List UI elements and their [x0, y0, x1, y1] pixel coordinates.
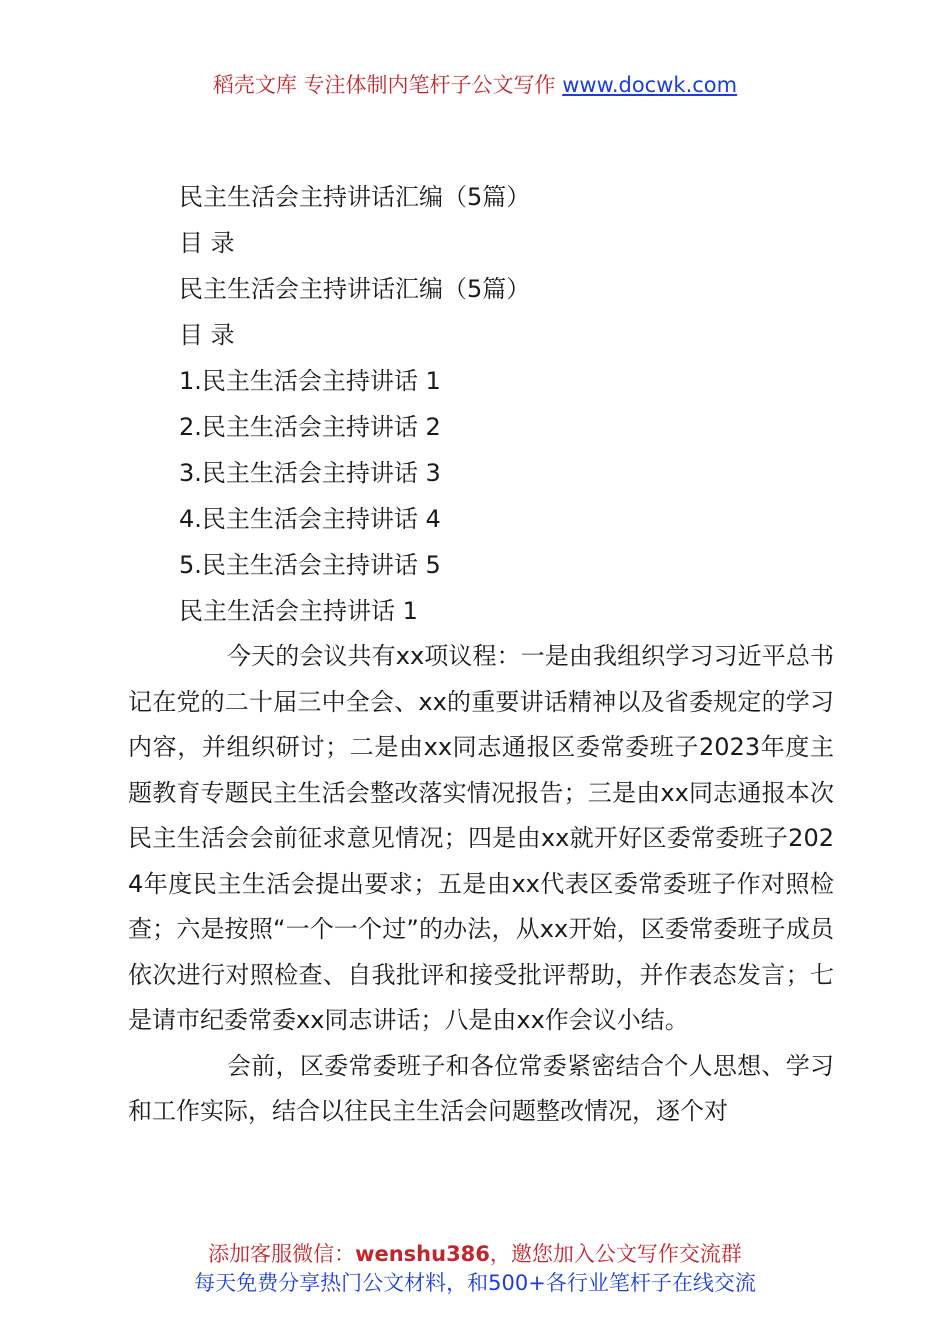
- header-brand-text: 稻壳文库 专注体制内笔杆子公文写作: [212, 73, 563, 97]
- footer-promo-line: 每天免费分享热门公文材料，和500+各行业笔杆子在线交流: [194, 1271, 756, 1295]
- page-footer: [0, 1240, 950, 1298]
- toc-heading: 目 录: [179, 229, 235, 257]
- toc-item-3: 3.民主生活会主持讲话 3: [179, 459, 441, 487]
- document-title: 民主生活会主持讲话汇编（5篇）: [179, 183, 531, 211]
- footer-wechat-id: wenshu386: [355, 1242, 490, 1266]
- header-website-link[interactable]: www.docwk.com: [562, 73, 738, 97]
- toc-item-1: 1.民主生活会主持讲话 1: [179, 367, 441, 395]
- toc-heading-repeat: 目 录: [179, 321, 235, 349]
- body-paragraph-agenda: 今天的会议共有xx项议程：一是由我组织学习习近平总书记在党的二十届三中全会、xx的重要讲话精神以及省委规定的学习内容，并组织研讨；二是由xx同志通报区委常委班子2023年度主题教育专题民主生活会整改落实情况报告；三是由xx同志通报本次民主生活会会前征求意见情况；四是由xx就开好区委常委班子2024年度民主生活会提出要求；五是由xx代表区委常委班子作对照检查；六是按照“一个一个过”的办法，从xx开始，区委常委班子成员依次进行对照检查、自我批评和接受批评帮助，并作表态发言；七是请市纪委常委xx同志讲话；八是由xx作会议小结。: [128, 642, 834, 1034]
- section-heading-1: 民主生活会主持讲话 1: [179, 597, 418, 625]
- body-paragraph-preparation: 会前，区委常委班子和各位常委紧密结合个人思想、学习和工作实际，结合以往民主生活会问题整改情况，逐个对: [128, 1051, 834, 1125]
- page-header: [0, 70, 950, 100]
- toc-item-4: 4.民主生活会主持讲话 4: [179, 505, 441, 533]
- toc-item-2: 2.民主生活会主持讲话 2: [179, 413, 441, 441]
- document-body: [128, 174, 834, 1135]
- footer-contact-suffix: ，邀您加入公文写作交流群: [489, 1242, 742, 1266]
- document-title-repeat: 民主生活会主持讲话汇编（5篇）: [179, 275, 531, 303]
- footer-contact-line: [0, 1240, 950, 1269]
- toc-item-5: 5.民主生活会主持讲话 5: [179, 551, 441, 579]
- footer-contact-prefix: 添加客服微信：: [208, 1242, 356, 1266]
